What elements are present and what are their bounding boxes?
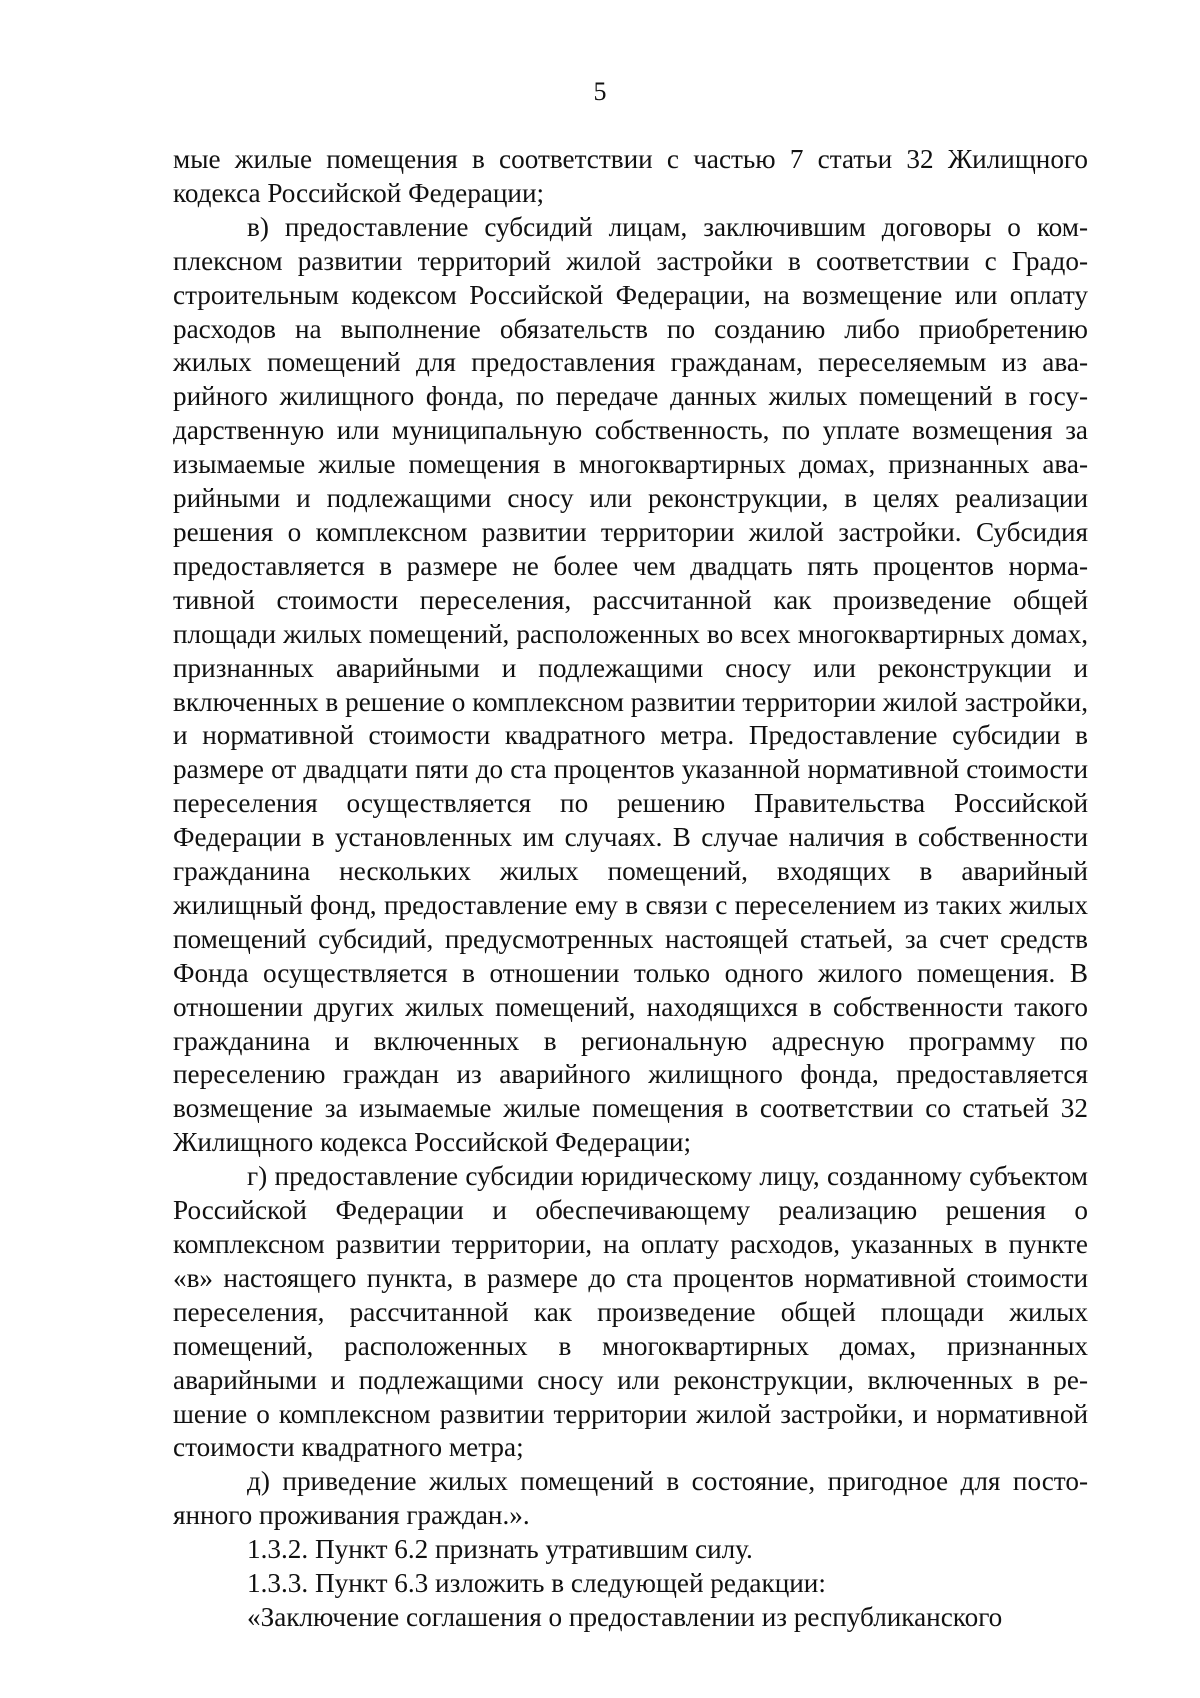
paragraph-item-g: г) предоставление субсидии юридическому лицу, созданному субъектом Российской Федерации и обеспечивающему реализацию решения о комплексном развитии территории, на оплату расходов, указанных в пункте «в» настоящего пункта, в размере до ста процентов нормативной стоимости переселения, рассчитанной как произведение общей площади жилых помещений, расположенных в многоквартирных домах, признанных аварийными и подлежащими сносу или реконструкции, включенных в решение о комплексном развитии территории жилой застройки, и нормативной стоимости квадратного метра; [173,1161,1088,1463]
document-body [173,143,1088,1635]
paragraph-item-d: д) приведение жилых помещений в состояние, пригодное для постоянного проживания граждан.». [173,1466,1088,1531]
paragraph-quote-start: «Заключение соглашения о предоставлении из республиканского [247,1601,1003,1632]
paragraph-clause-1-3-2: 1.3.2. Пункт 6.2 признать утратившим силу. [247,1534,753,1565]
paragraph-item-v: в) предоставление субсидий лицам, заключившим договоры о комплексном развитии территорий жилой застройки в соответствии с Градостроительным кодексом Российской Федерации, на возмещение или оплату расходов на выполнение обязательств по созданию либо приобретению жилых помещений для предоставления гражданам, переселяемым из аварийного жилищного фонда, по передаче данных жилых помещений в государственную или муниципальную собственность, по уплате возмещения за изымаемые жилые помещения в многоквартирных домах, признанных аварийными и подлежащими сносу или реконструкции, в целях реализации решения о комплексном развитии территории жилой застройки. Субсидия предоставляется в размере не более чем двадцать пять процентов нормативной стоимости переселения, рассчитанной как произведение общей площади жилых помещений, расположенных во всех многоквартирных домах, признанных аварийными и подлежащими сносу или реконструкции и включенных в решение о комплексном развитии территории жилой застройки, и нормативной стоимости квадратного метра. Предоставление субсидии в размере от двадцати пяти до ста процентов указанной нормативной стоимости переселения осуществляется по решению Правительства Российской Федерации в установленных им случаях. В случае наличия в собственности гражданина нескольких жилых помещений, входящих в аварийный жилищный фонд, предоставление ему в связи с переселением из таких жилых помещений субсидий, предусмотренных настоящей статьей, за счет средств Фонда осуществляется в отношении только одного жилого помещения. В отношении других жилых помещений, находящихся в собственности такого гражданина и включенных в региональную адресную программу по переселению граждан из аварийного жилищного фонда, предоставляется возмещение за изымаемые жилые помещения в соответствии со статьей 32 Жилищного кодекса Российской Федерации; [173,211,1088,1158]
paragraph-continuation: мые жилые помещения в соответствии с частью 7 статьи 32 Жилищного кодекса Российской Федерации; [173,144,1088,208]
paragraph-clause-1-3-3: 1.3.3. Пункт 6.3 изложить в следующей редакции: [247,1568,826,1599]
page-number: 5 [593,77,607,106]
